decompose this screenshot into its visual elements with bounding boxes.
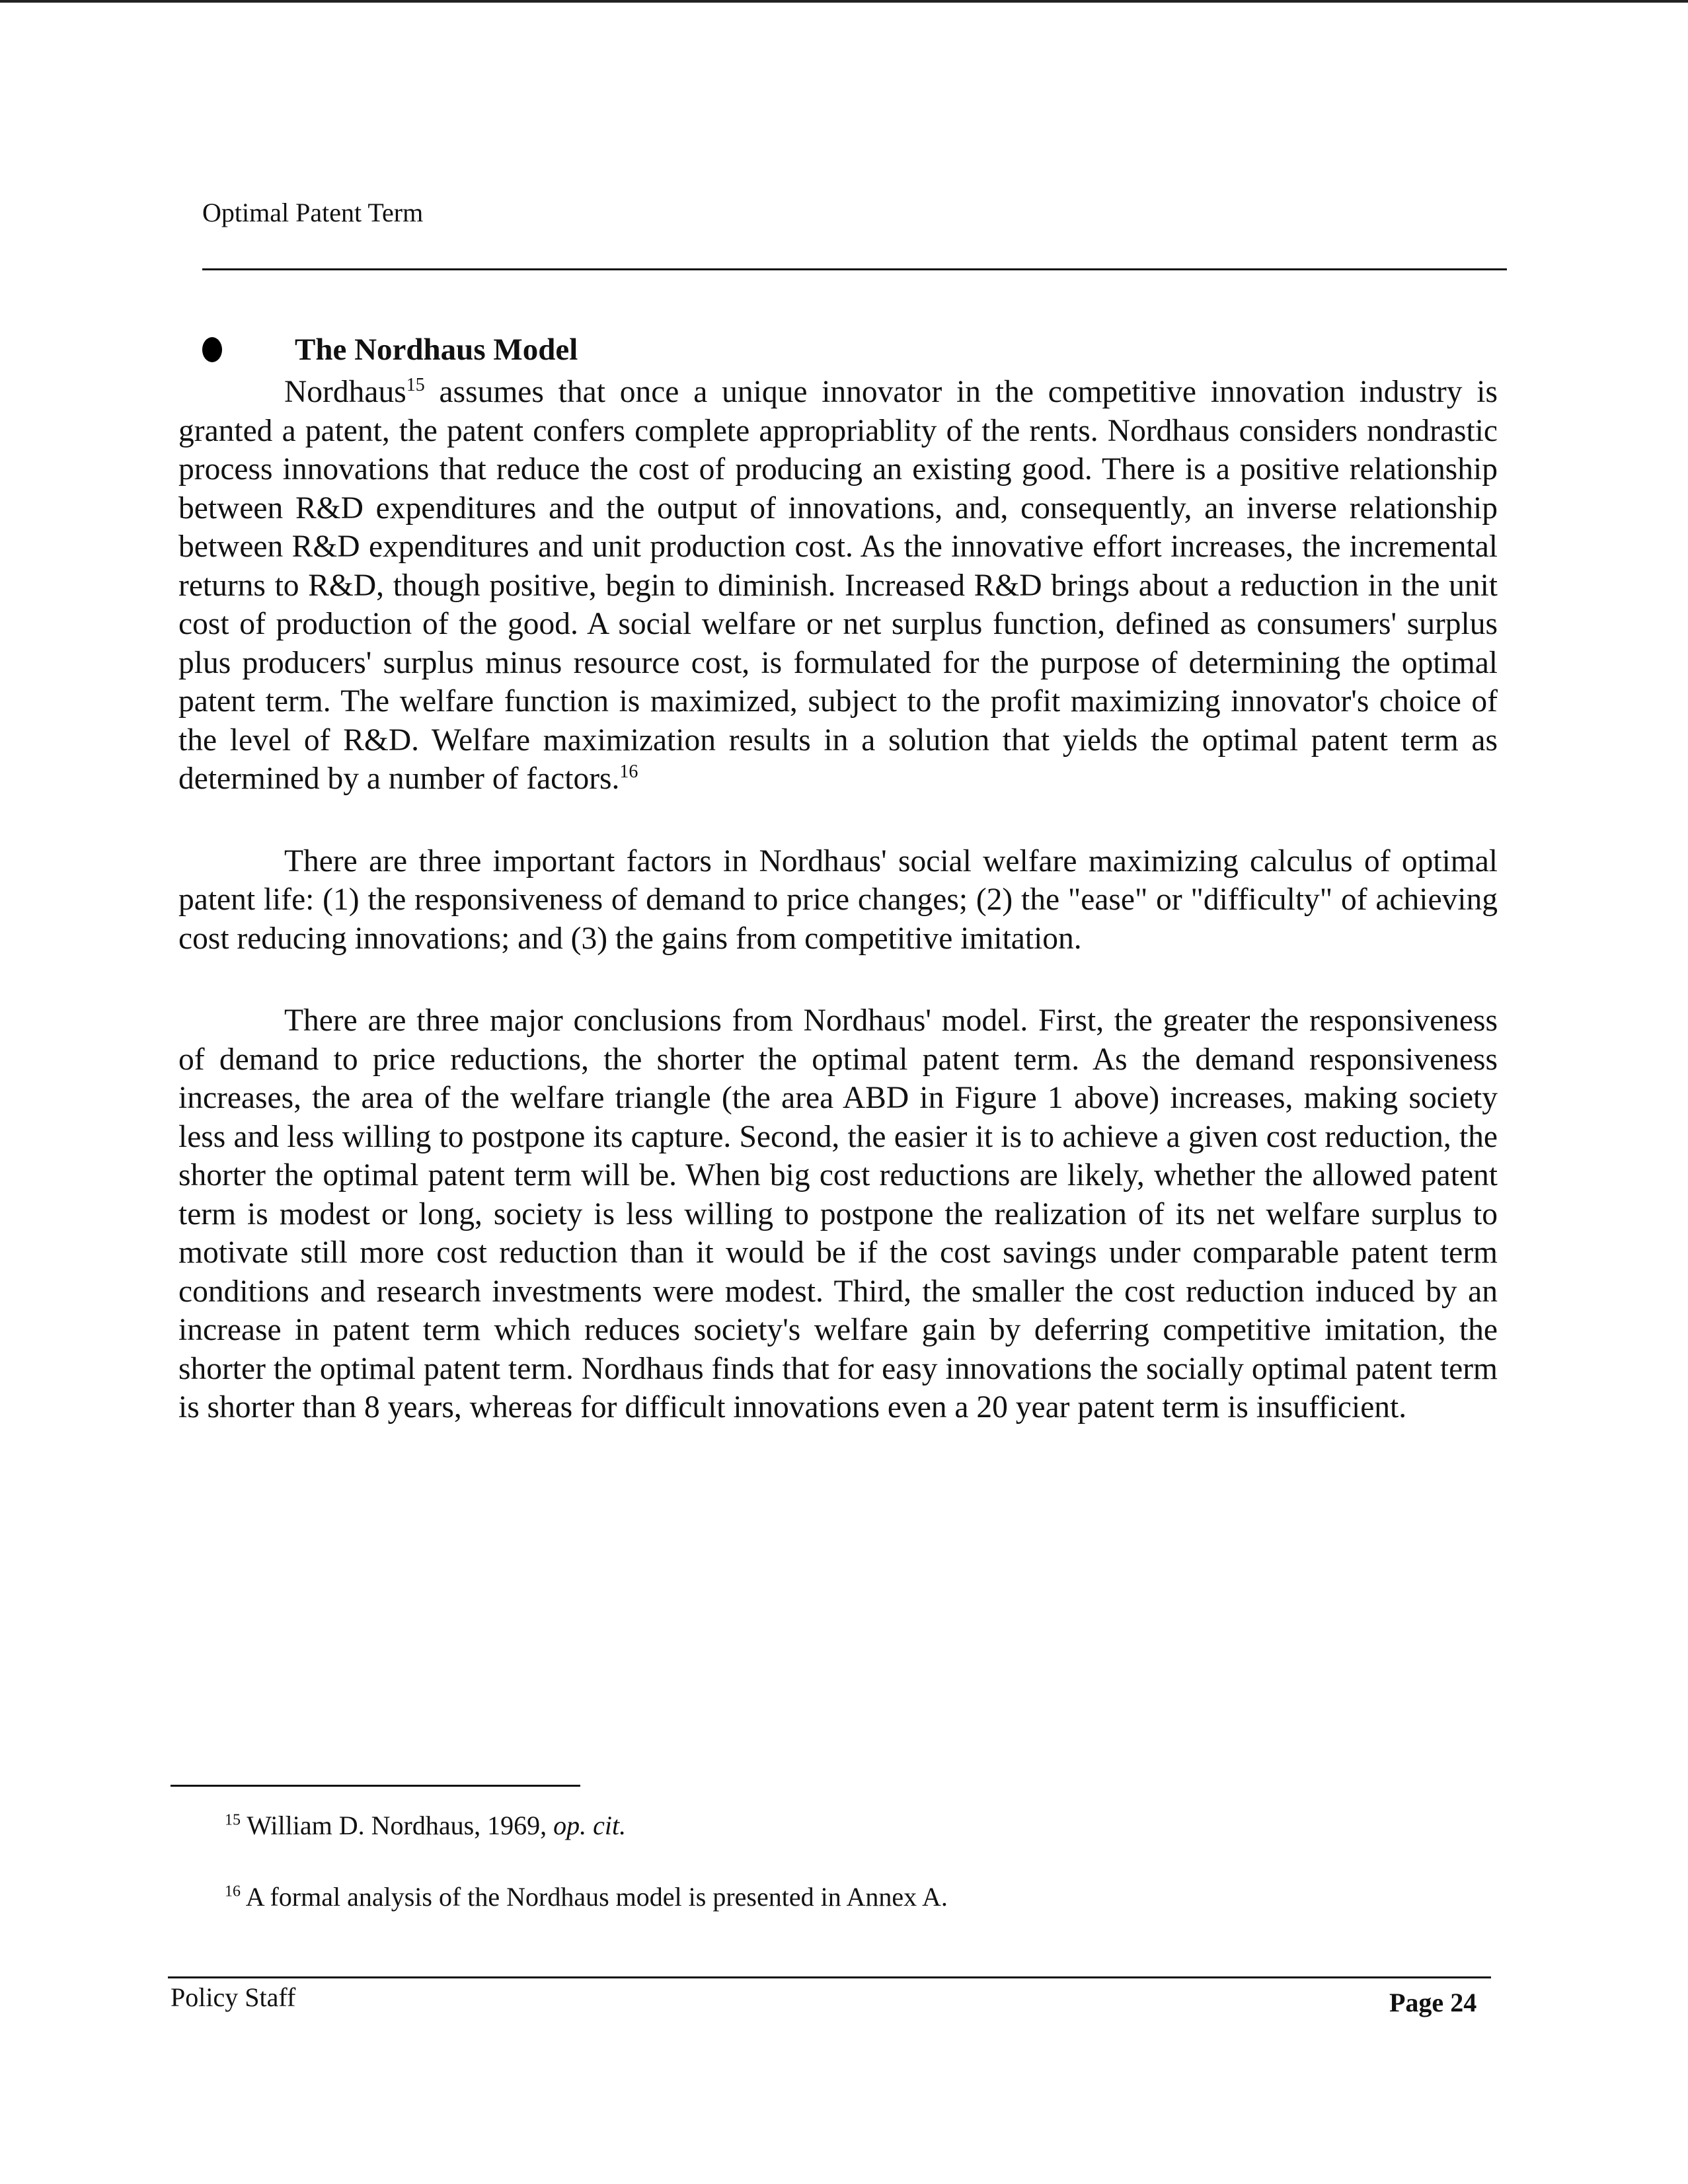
section-heading [202,332,578,368]
paragraph-2: There are three important factors in Nordhaus' social welfare maximizing calculus of optimal patent life: (1) the responsiveness of demand to price changes; (2) the "ease" or "difficulty" of achieving cost reducing innovations; and (3) the gains from competitive imitation. [178,843,1498,956]
footnote-ref-15: 15 [406,375,425,396]
paragraph-1-body: assumes that once a unique innovator in the competitive innovation industry is granted a patent, the patent confers complete appropriablity of the rents. Nordhaus considers nondrastic process innovations that reduce the cost of producing an existing good. There is a positive relationship between R&D expenditures and the output of innovations, and, consequently, an inverse relationship between R&D expenditures and unit production cost. As the innovative effort increases, the incremental returns to R&D, though positive, begin to diminish. Increased R&D brings about a reduction in the unit cost of production of the good. A social welfare or net surplus function, defined as consumers' surplus plus producers' surplus minus resource cost, is formulated for the purpose of determining the optimal patent term. The welfare function is maximized, subject to the profit maximizing innovator's choice of the level of R&D. Welfare maximization results in a solution that yields the optimal patent term as determined by a number of factors. [178,375,1498,796]
footnote-number: 16 [225,1883,241,1900]
section-heading-text: The Nordhaus Model [295,332,578,367]
paragraph-1 [178,373,1498,799]
header-rule [202,268,1507,270]
footnote-text: William D. Nordhaus, 1969, [247,1811,554,1840]
footnote-italic: op. cit. [553,1811,627,1840]
footer-rule [168,1976,1491,1978]
footnote-text: A formal analysis of the Nordhaus model is presented in Annex A. [245,1882,948,1912]
footnote-15 [225,1810,626,1841]
top-edge-rule [0,0,1688,3]
footer-department: Policy Staff [171,1982,296,2012]
page-number: Page 24 [1389,1988,1477,2017]
footnote-ref-16: 16 [619,761,638,783]
paragraph-1-start: Nordhaus [284,375,406,409]
footnote-rule [171,1785,580,1787]
body-text [178,373,1498,1471]
footnote-16 [225,1881,948,1912]
running-header: Optimal Patent Term [202,198,424,227]
bullet-icon [202,337,222,362]
paragraph-3: There are three major conclusions from Nordhaus' model. First, the greater the responsiveness of demand to price reductions, the shorter the optimal patent term. As the demand responsiveness increases, the area of the welfare triangle (the area ABD in Figure 1 above) increases, making society less and less willing to postpone its capture. Second, the easier it is to achieve a given cost reduction, the shorter the optimal patent term will be. When big cost reductions are likely, whether the allowed patent term is modest or long, society is less willing to postpone the realization of its net welfare surplus to motivate still more cost reduction than it would be if the cost savings under comparable patent term conditions and research investments were modest. Third, the smaller the cost reduction induced by an increase in patent term which reduces society's welfare gain by deferring competitive imitation, the shorter the optimal patent term. Nordhaus finds that for easy innovations the socially optimal patent term is shorter than 8 years, whereas for difficult innovations even a 20 year patent term is insufficient. [178,1003,1498,1424]
footnote-number: 15 [225,1811,241,1829]
